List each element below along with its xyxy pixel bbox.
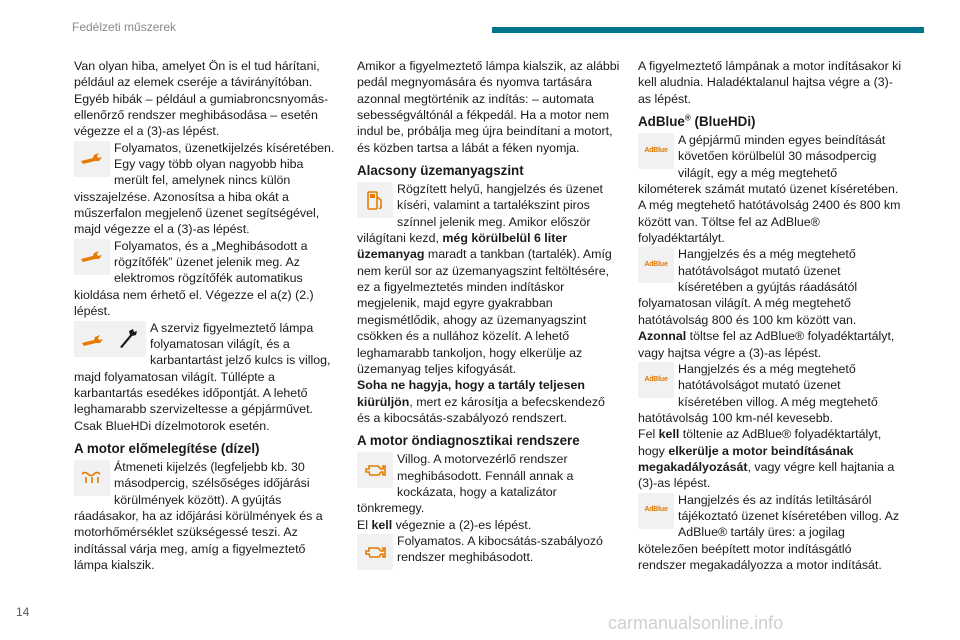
paragraph: Folyamatos, üzenetkijelzés kíséretében. Egy vagy több olyan nagyobb hiba merült fel, amelynek nincs külön visszajelzése. Azonosítsa a hiba okát a műszerfalon megjelenő üzenet segítségével, majd végezze el a (3)-as lépést. <box>74 140 335 237</box>
adblue-icon <box>638 493 674 529</box>
text-run: El <box>357 517 372 532</box>
adblue-label: Ad <box>644 261 654 269</box>
adblue-label: Ad <box>644 506 654 514</box>
paragraph: Folyamatos. A kibocsátás-szabályozó rendszer meghibásodott. <box>397 533 603 565</box>
paragraph: Hangjelzés és a még megtehető hatótávolságot mutató üzenet kíséretében villog. A még megtehető hatótávolság 100 km-nél kevesebb. <box>638 361 878 425</box>
page-header-title: Fedélzeti műszerek <box>72 20 177 34</box>
text-run: végeznie a (2)-es lépést. <box>392 517 532 532</box>
header-accent-bar <box>492 27 924 33</box>
section-heading: Alacsony üzemanyagszint <box>357 163 524 179</box>
paragraph: Hangjelzés és a még megtehető hatótávolságot mutató üzenet kíséretében a gyújtás ráadásától folyamatosan világít. A még megtehető hatótávolság 800 és 100 km között van. <box>638 247 858 327</box>
paragraph <box>638 328 902 361</box>
paragraph <box>357 181 621 377</box>
text-run: Rögzített helyű, hangjelzés és üzenet kíséri, valamint a tartalékszint piros színnel jelenik meg. Amikor először világítani kezd, <box>357 182 603 246</box>
paragraph <box>638 426 902 491</box>
text-run-bold: Azonnal <box>638 329 687 344</box>
adblue-icon <box>638 247 674 283</box>
glow-plug-icon <box>74 460 110 496</box>
text-run: , mert ez károsítja a befecskendező és a kibocsátás-szabályozó rendszert. <box>357 394 605 425</box>
adblue-icon <box>638 133 674 169</box>
column-2 <box>357 58 621 570</box>
paragraph <box>357 517 621 533</box>
wrench-warning-icon <box>74 239 110 275</box>
section-heading: A motor előmelegítése (dízel) <box>74 440 260 456</box>
column-1 <box>74 58 336 573</box>
paragraph: Átmeneti kijelzés (legfeljebb kb. 30 másodpercig, szélsőséges időjárási körülmények között). A gyújtás ráadásakor, ha az időjárási körülmények és a motorhőmérséklet szükségessé teszi. Az indítással várja meg, amíg a figyelmeztető lámpa kialszik. <box>74 459 323 572</box>
adblue-label: Blue <box>653 506 668 514</box>
paragraph: Folyamatos, és a „Meghibásodott a rögzítőfék” üzenet jelenik meg. Az elektromos rögzítőfék automatikus kioldása nem érhető el. Végezze el a(z) (2.) lépést. <box>74 238 314 319</box>
paragraph: A figyelmeztető lámpának a motor indításakor ki kell aludnia. Haladéktalanul hajtsa végre a (3)-as lépést. <box>638 59 902 106</box>
text-run: ® <box>684 113 691 123</box>
engine-check-icon <box>357 452 393 488</box>
text-run: töltse fel az AdBlue® folyadéktartályt, vagy hajtsa végre a (3)-as lépést. <box>638 329 895 360</box>
text-run: AdBlue <box>638 114 685 130</box>
text-run-bold: Soha ne hagyja, hogy a tartály teljesen kiürüljön <box>357 378 585 409</box>
adblue-label: Blue <box>653 146 668 154</box>
text-run: , vagy végre kell hajtania a (3)-as lépést. <box>638 459 895 491</box>
text-run: töltenie az AdBlue® folyadéktartályt, hogy <box>638 427 882 458</box>
text-run: (BlueHDi) <box>690 114 756 130</box>
column-3 <box>638 58 902 573</box>
text-run-bold: kell <box>371 517 393 532</box>
paragraph: A szerviz figyelmeztető lámpa folyamatosan világít, és a karbantartást jelző kulcs is villog, majd folyamatosan világít. Túllépte a karbantartás esedékes időpontját. A lehető leghamarabb szervizeltesse a gépjárművet. Csak BlueHDi dízelmotorok esetén. <box>74 320 331 433</box>
fuel-pump-icon <box>357 182 393 218</box>
adblue-icon <box>638 362 674 398</box>
adblue-label: Blue <box>653 375 668 383</box>
text-run: maradt a tankban (tartalék). Amíg nem kerül sor az üzemanyagszint feltöltésére, ez a figyelmeztetés minden indításkor megjelenik, majd egyre gyakrabban megismétlődik, ahogy az üzemanyagszint csökken és a nullához közelít. A lehető leghamarabb tankoljon, hogy elkerülje az üzemanyag teljes kifogyását. <box>357 247 612 376</box>
text-run-bold: kell <box>658 427 680 442</box>
watermark: carmanualsonline.info <box>608 613 784 633</box>
paragraph <box>357 377 621 426</box>
text-run-bold: elkerülje a motor beindításának megakadályozását <box>638 443 854 474</box>
paragraph: Amikor a figyelmeztető lámpa kialszik, az alábbi pedál megnyomására és nyomva tartására azonnal megtörténik az indítás: – automata sebességváltónál a fékpedál. Ha a motor nem indul be, próbálja meg újra beindítani a motort, és közben tartsa a lábát a féken nyomja. <box>357 59 620 155</box>
text-run-bold: még körülbelül 6 liter üzemanyag <box>357 231 568 262</box>
engine-check-icon <box>357 534 393 570</box>
section-heading <box>638 113 902 130</box>
paragraph: Villog. A motorvezérlő rendszer meghibásodott. Fennáll annak a kockázata, hogy a katalizátor tönkremegy. <box>357 452 574 516</box>
text-run: Fel <box>638 427 659 442</box>
wrench-warning-icon <box>74 141 110 177</box>
adblue-label: Blue <box>653 261 668 269</box>
adblue-label: Ad <box>644 146 654 154</box>
section-heading: A motor öndiagnosztikai rendszere <box>357 433 580 449</box>
paragraph: Hangjelzés és az indítás letiltásáról tájékoztató üzenet kíséretében villog. Az AdBlue® tartály üres: a jogilag kötelezően beépített motor indításgátló rendszer megakadályozza a motor indítását. <box>638 492 900 572</box>
page-number: 14 <box>16 605 30 619</box>
paragraph: A gépjármű minden egyes beindítását követően körülbelül 30 másodpercig világít, egy a még megtehető kilométerek számát mutató üzenet kíséretében. A még megtehető hatótávolság 2400 és 800 km között van. Töltse fel az AdBlue® folyadéktartályt. <box>638 133 901 246</box>
adblue-label: Ad <box>644 375 654 383</box>
paragraph: Van olyan hiba, amelyet Ön is el tud hárítani, például az elemek cseréje a távirányítóban. Egyéb hibák – például a gumiabroncsnyomás-ellenőrző rendszer meghibásodása – esetén végezze el a (3)-as lépést. <box>74 59 329 139</box>
service-wrench-icon <box>74 321 146 357</box>
